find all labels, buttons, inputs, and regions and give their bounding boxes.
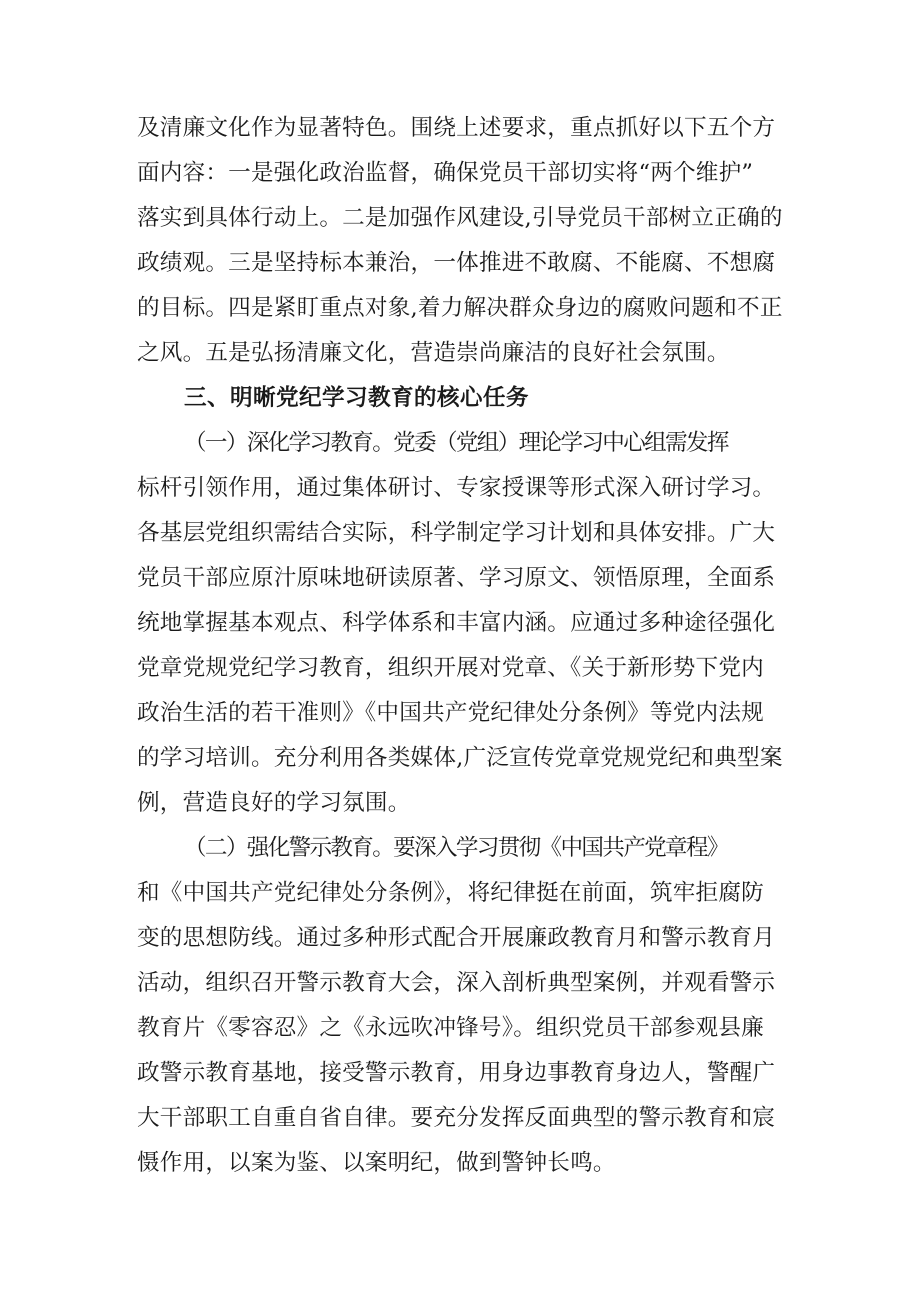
paragraph-line: （一）深化学习教育。党委（党组）理论学习中心组需发挥	[184, 430, 728, 456]
paragraph-line: 政治生活的若干准则》《中国共产党纪律处分条例》等党内法规	[137, 700, 764, 726]
paragraph-line: 大干部职工自重自省自律。要充分发挥反面典型的警示教育和宸	[137, 1105, 776, 1131]
paragraph-line: 变的思想防线。通过多种形式配合开展廉政教育月和警示教育月	[137, 925, 776, 951]
paragraph-line: 落实到具体行动上。二是加强作风建设,引导党员干部树立正确的	[137, 205, 783, 231]
paragraph-line: 党员干部应原汁原味地研读原著、学习原文、领悟原理，全面系	[137, 565, 776, 591]
paragraph-line: 标杆引领作用，通过集体研讨、专家授课等形式深入研讨学习。	[137, 475, 776, 501]
paragraph-line: 教育片《零容忍》之《永远吹冲锋号》。组织党员干部参观县廉	[137, 1015, 764, 1041]
paragraph-line: 的学习培训。充分利用各类媒体,广泛宣传党章党规党纪和典型案	[137, 745, 783, 771]
paragraph-line: 慑作用，以案为鉴、以案明纪，做到警钟长鸣。	[137, 1150, 616, 1176]
paragraph-line: 的目标。四是紧盯重点对象,着力解决群众身边的腐败问题和不正	[137, 295, 783, 321]
paragraph-line: 党章党规党纪学习教育，组织开展对党章、《关于新形势下党内	[137, 655, 764, 681]
paragraph-line: 各基层党组织需结合实际，科学制定学习计划和具体安排。广大	[137, 520, 776, 546]
paragraph-line: 活动，组织召开警示教育大会，深入剖析典型案例，并观看警示	[137, 970, 776, 996]
paragraph-line: 例，营造良好的学习氛围。	[137, 790, 411, 816]
paragraph-line: 政警示教育基地，接受警示教育，用身边事教育身边人，警醒广	[137, 1060, 776, 1086]
paragraph-line: 面内容：一是强化政治监督，确保党员干部切实将“两个维护”	[137, 160, 754, 186]
paragraph-line: 统地掌握基本观点、科学体系和丰富内涵。应通过多种途径强化	[137, 610, 776, 636]
paragraph-line: 政绩观。三是坚持标本兼治，一体推进不敢腐、不能腐、不想腐	[137, 250, 776, 276]
paragraph-line: 及清廉文化作为显著特色。围绕上述要求，重点抓好以下五个方	[137, 115, 776, 141]
paragraph-line: 和《中国共产党纪律处分条例》，将纪律挺在前面，筑牢拒腐防	[137, 880, 764, 906]
paragraph-line: （二）强化警示教育。要深入学习贯彻《中国共产党章程》	[184, 835, 728, 861]
section-heading: 三、明晰党纪学习教育的核心任务	[184, 385, 529, 411]
paragraph-line: 之风。五是弘扬清廉文化，营造崇尚廉洁的良好社会氛围。	[137, 340, 730, 366]
